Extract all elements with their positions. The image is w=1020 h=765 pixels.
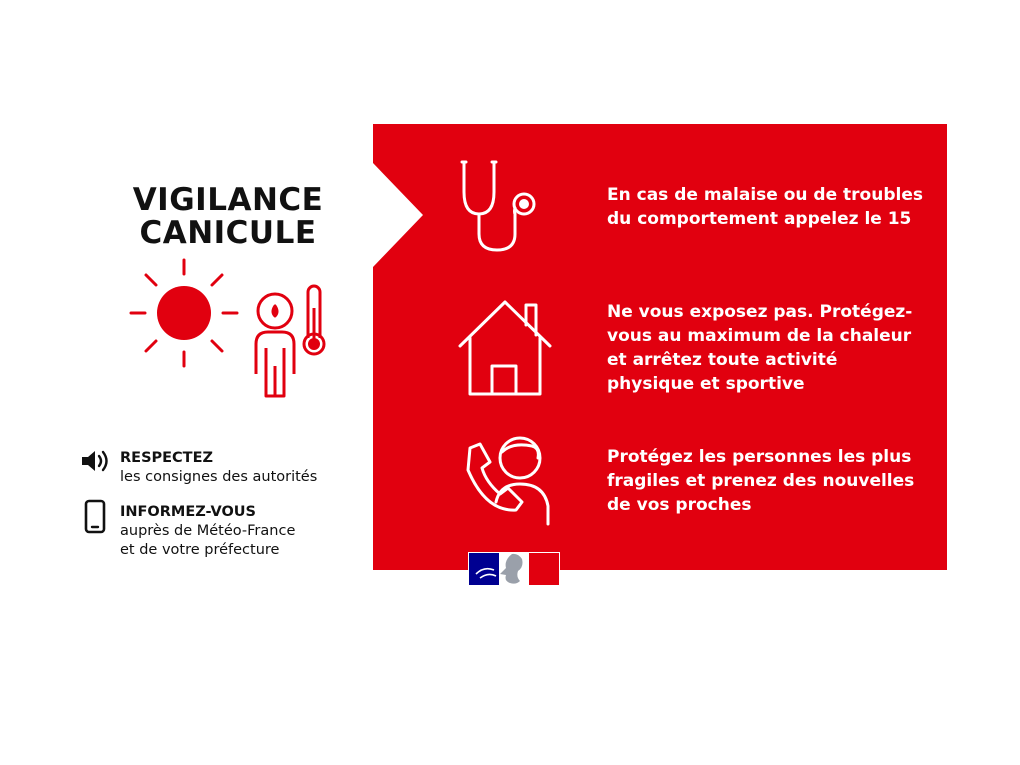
thermometer-icon [304, 286, 324, 354]
advice-2-line-1: Ne vous exposez pas. Protégez- [607, 302, 913, 322]
respect-heading: RESPECTEZ [120, 450, 213, 466]
advice-text-3 [607, 445, 927, 517]
advice-3-line-1: Protégez les personnes les plus [607, 447, 912, 467]
sun-icon [131, 260, 237, 366]
advice-1-line-2: du comportement appelez le 15 [607, 209, 912, 229]
house-icon [456, 298, 554, 402]
advice-2-line-2: vous au maximum de la chaleur [607, 326, 912, 346]
inform-text-1: auprès de Météo-France [120, 523, 296, 539]
sweating-person-icon [256, 294, 294, 396]
advice-2-line-3: et arrêtez toute activité [607, 350, 838, 370]
heat-illustration [128, 256, 338, 410]
advice-text-2 [607, 300, 927, 396]
marianne-logo [468, 552, 560, 590]
stethoscope-icon [454, 158, 546, 262]
advice-3-line-3: de vos proches [607, 495, 752, 515]
advice-text-1 [607, 183, 927, 231]
title-line-2: CANICULE [139, 215, 317, 251]
advice-2-line-4: physique et sportive [607, 374, 805, 394]
person-on-phone-icon [456, 432, 552, 536]
inform-text-2: et de votre préfecture [120, 542, 280, 558]
panel-arrow-notch [373, 163, 425, 267]
speaker-icon [80, 449, 112, 477]
title-line-1: VIGILANCE [132, 182, 324, 218]
smartphone-icon [84, 499, 108, 539]
respect-text: les consignes des autorités [120, 469, 318, 485]
page-title [108, 184, 348, 250]
inform-heading: INFORMEZ-VOUS [120, 504, 256, 520]
advice-1-line-1: En cas de malaise ou de troubles [607, 185, 923, 205]
advice-3-line-2: fragiles et prenez des nouvelles [607, 471, 915, 491]
